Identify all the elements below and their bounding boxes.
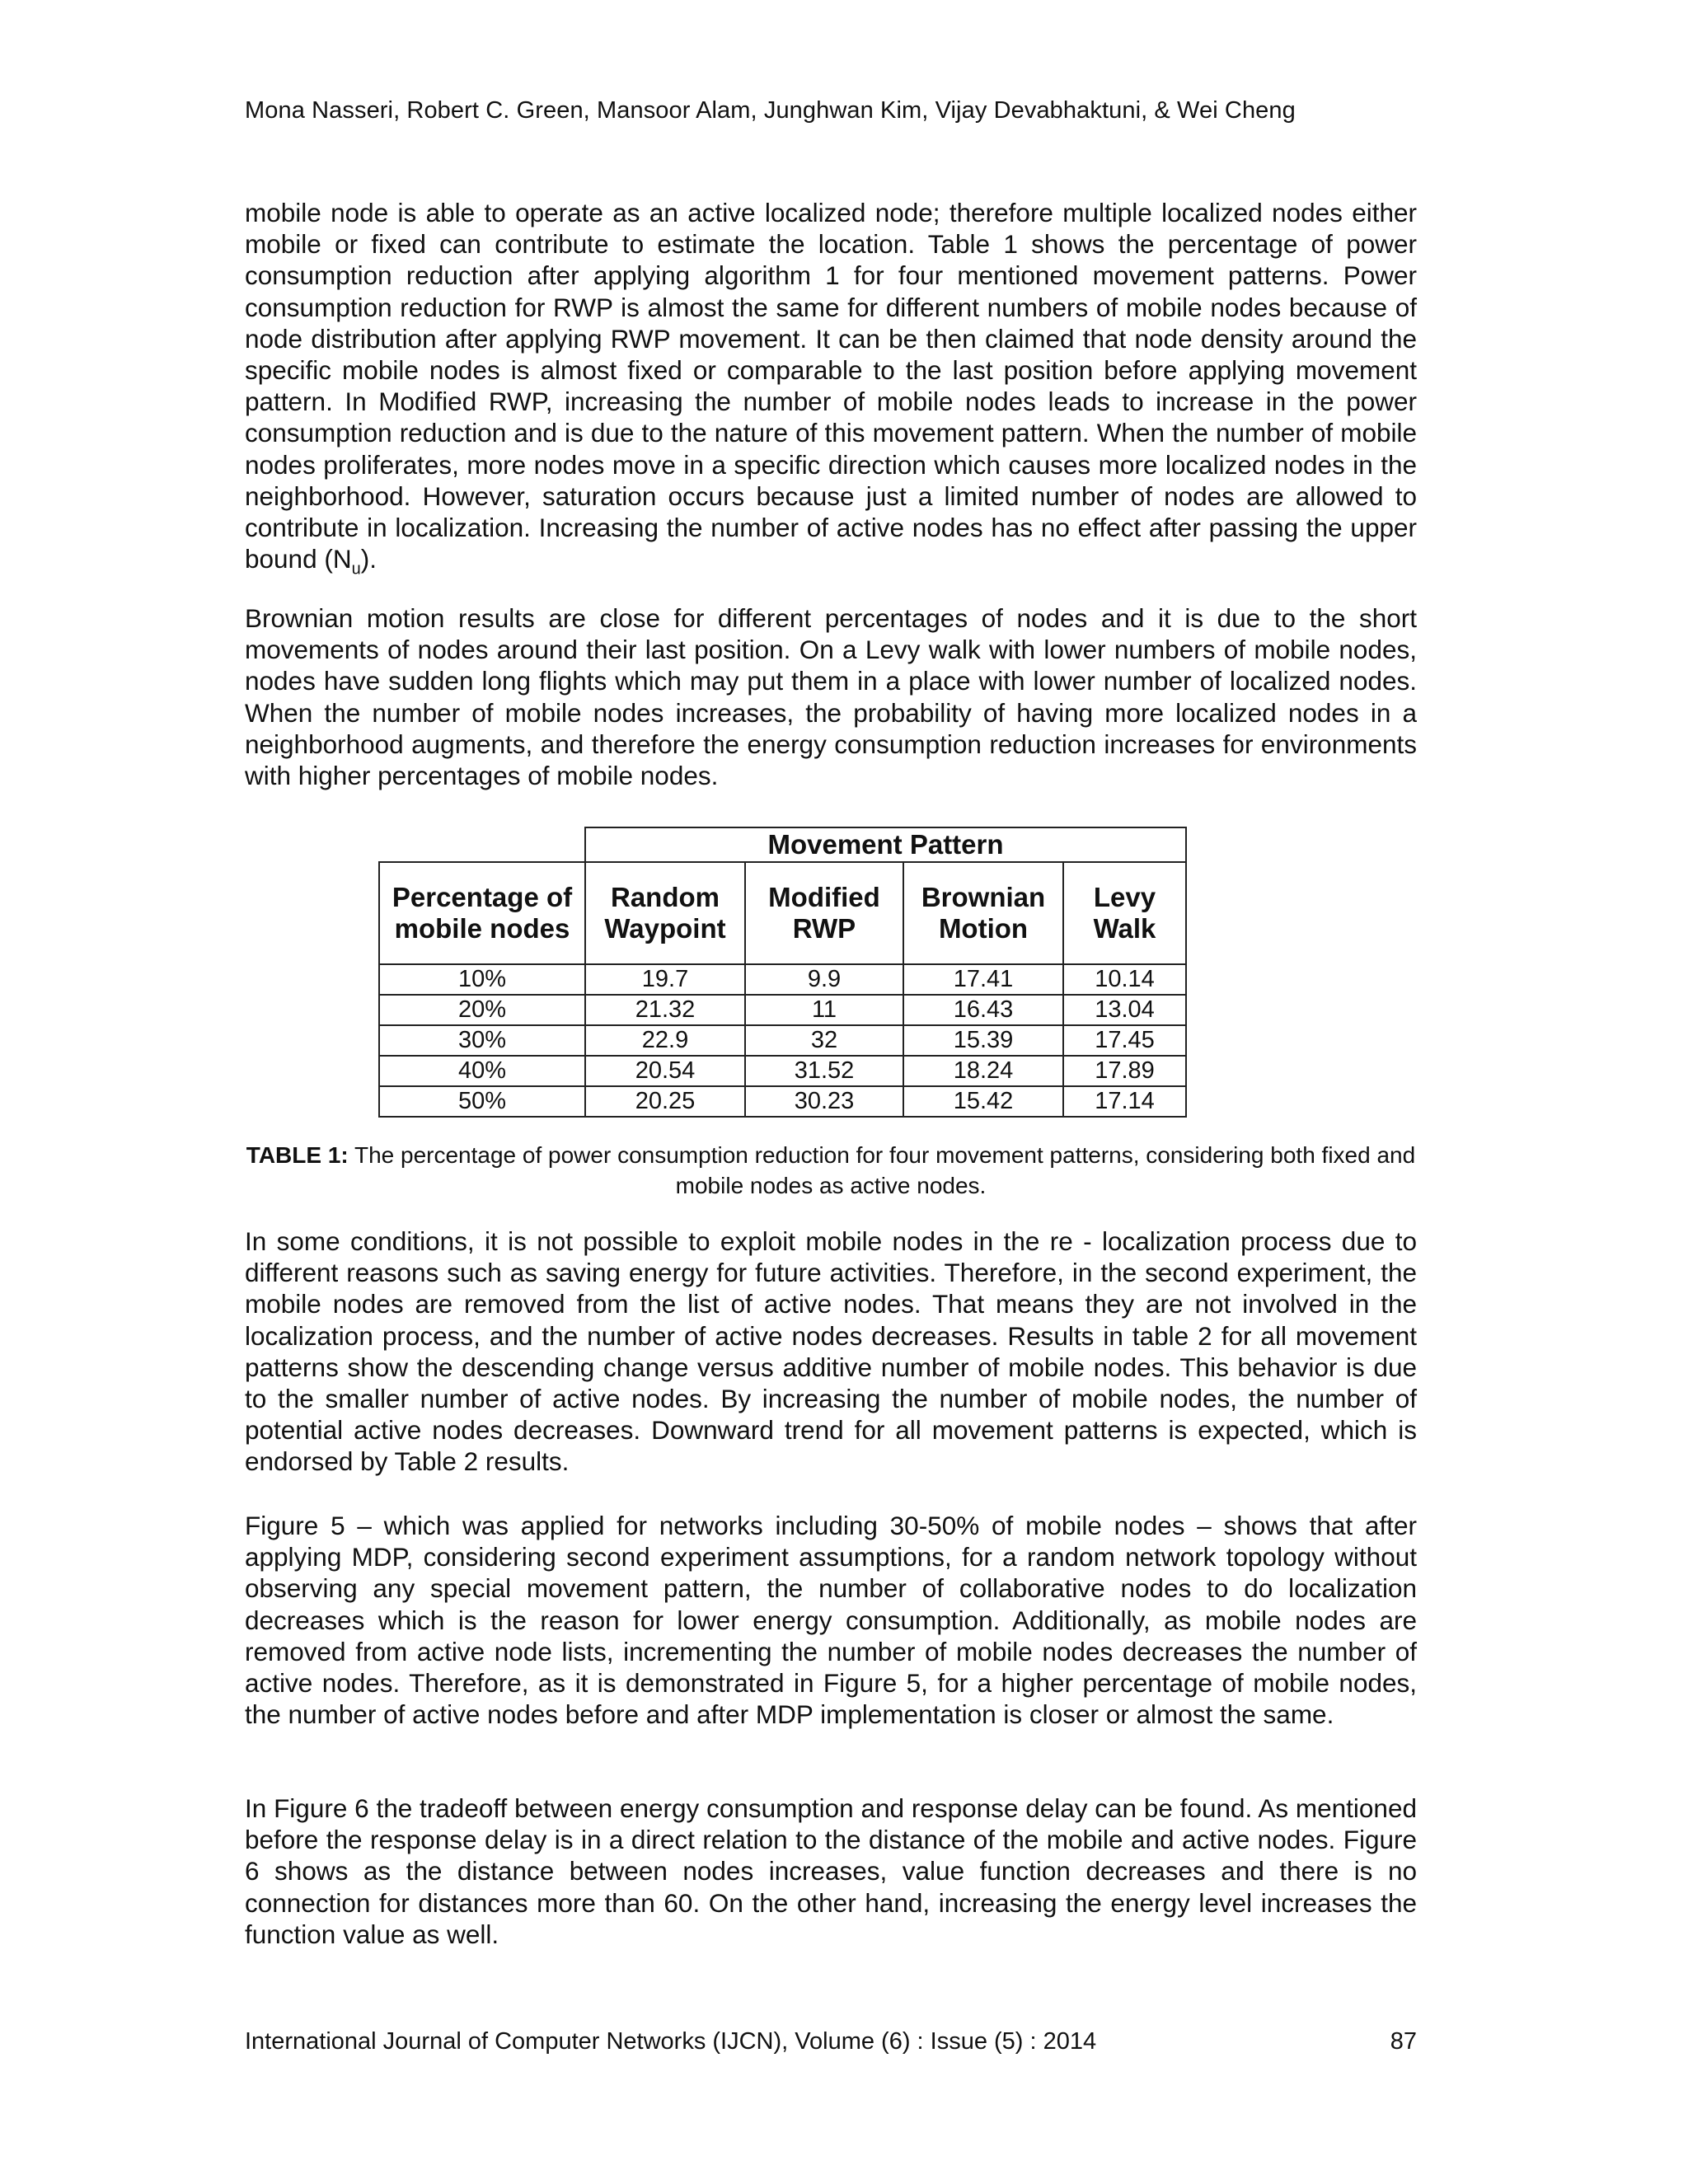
table-cell: 18.24 xyxy=(903,1056,1063,1086)
table-caption-label: TABLE 1: xyxy=(246,1142,349,1168)
paragraph-3: In some conditions, it is not possible to exploit mobile nodes in the re - localization process due to different reasons such as saving energy for future activities. Therefore, in the second experiment, the mobile nodes are removed from the list of active nodes. That means they are not involved in the localization process, and the number of active nodes decreases. Results in table 2 for all movement patterns show the descending change versus additive number of mobile nodes. This behavior is due to the smaller number of active nodes. By increasing the number of mobile nodes, the number of potential active nodes decreases. Downward trend for all movement patterns is expected, which is endorsed by Table 2 results. xyxy=(245,1226,1417,1477)
paragraph-1-text: mobile node is able to operate as an active localized node; therefore multiple localized nodes either mobile or fixed can contribute to estimate the location. Table 1 shows the percentage of power consumption reduction after applying algorithm 1 for four mentioned movement patterns. Power consumption reduction for RWP is almost the same for different numbers of mobile nodes because of node distribution after applying RWP movement. It can be then claimed that node density around the specific mobile nodes is almost fixed or comparable to the last position before applying movement pattern. In Modified RWP, increasing the number of mobile nodes leads to increase in the power consumption reduction and is due to the nature of this movement pattern. When the number of mobile nodes proliferates, more nodes move in a specific direction which causes more localized nodes in the neighborhood. However, saturation occurs because just a limited number of nodes are allowed to contribute in localization. Increasing the number of active nodes has no effect after passing the upper bound (N xyxy=(245,198,1417,574)
table-cell: 32 xyxy=(745,1025,903,1056)
table-cell: 15.42 xyxy=(903,1086,1063,1117)
table-row xyxy=(379,995,1186,1025)
table-cell: 10% xyxy=(379,964,585,995)
table-cell: 19.7 xyxy=(585,964,745,995)
table-corner-blank xyxy=(379,827,585,862)
table-cell: 20.25 xyxy=(585,1086,745,1117)
column-header: Random Waypoint xyxy=(585,862,745,964)
paragraph-4: Figure 5 – which was applied for networks including 30-50% of mobile nodes – shows that after applying MDP, considering second experiment assumptions, for a random network topology without observing any special movement pattern, the number of collaborative nodes to do localization decreases which is the reason for lower energy consumption. Additionally, as mobile nodes are removed from active node lists, incrementing the number of mobile nodes decreases the number of active nodes. Therefore, as it is demonstrated in Figure 5, for a higher percentage of mobile nodes, the number of active nodes before and after MDP implementation is closer or almost the same. xyxy=(245,1511,1417,1730)
table-cell: 30% xyxy=(379,1025,585,1056)
table-cell: 17.41 xyxy=(903,964,1063,995)
row-header-percentage: Percentage of mobile nodes xyxy=(379,862,585,964)
table-cell: 9.9 xyxy=(745,964,903,995)
results-table xyxy=(378,827,1187,1118)
page-number: 87 xyxy=(1390,2028,1417,2055)
column-header: Brownian Motion xyxy=(903,862,1063,964)
table-cell: 20.54 xyxy=(585,1056,745,1086)
table-cell: 21.32 xyxy=(585,995,745,1025)
column-header: Modified RWP xyxy=(745,862,903,964)
table-group-header-row xyxy=(379,827,1186,862)
table-row xyxy=(379,964,1186,995)
paragraph-1 xyxy=(245,197,1417,585)
table-cell: 31.52 xyxy=(745,1056,903,1086)
movement-pattern-header: Movement Pattern xyxy=(585,827,1186,862)
table-cell: 22.9 xyxy=(585,1025,745,1056)
table-cell: 20% xyxy=(379,995,585,1025)
table-row xyxy=(379,1025,1186,1056)
table-cell: 17.89 xyxy=(1063,1056,1186,1086)
table-column-header-row xyxy=(379,862,1186,964)
paragraph-2: Brownian motion results are close for different percentages of nodes and it is due to the short movements of nodes around their last position. On a Levy walk with lower numbers of mobile nodes, nodes have sudden long flights which may put them in a place with lower number of localized nodes. When the number of mobile nodes increases, the probability of having more localized nodes in a neighborhood augments, and therefore the energy consumption reduction increases for environments with higher percentages of mobile nodes. xyxy=(245,603,1417,791)
column-header: Levy Walk xyxy=(1063,862,1186,964)
table-caption xyxy=(245,1140,1417,1201)
table-caption-text: The percentage of power consumption reduction for four movement patterns, considering both fixed and mobile nodes as active nodes. xyxy=(348,1142,1416,1198)
table-row xyxy=(379,1056,1186,1086)
table-cell: 17.14 xyxy=(1063,1086,1186,1117)
table-cell: 17.45 xyxy=(1063,1025,1186,1056)
running-header: Mona Nasseri, Robert C. Green, Mansoor Alam, Junghwan Kim, Vijay Devabhaktuni, & Wei Cheng xyxy=(245,97,1296,124)
journal-citation: International Journal of Computer Networks (IJCN), Volume (6) : Issue (5) : 2014 xyxy=(245,2028,1097,2055)
subscript-u: u xyxy=(351,560,361,579)
table-cell: 11 xyxy=(745,995,903,1025)
table-cell: 15.39 xyxy=(903,1025,1063,1056)
table-cell: 40% xyxy=(379,1056,585,1086)
table-row xyxy=(379,1086,1186,1117)
table-cell: 13.04 xyxy=(1063,995,1186,1025)
table-cell: 16.43 xyxy=(903,995,1063,1025)
table-cell: 10.14 xyxy=(1063,964,1186,995)
paragraph-1-end: ). xyxy=(360,544,377,574)
table-cell: 50% xyxy=(379,1086,585,1117)
table-cell: 30.23 xyxy=(745,1086,903,1117)
paragraph-5: In Figure 6 the tradeoff between energy consumption and response delay can be found. As mentioned before the response delay is in a direct relation to the distance of the mobile and active nodes. Figure 6 shows as the distance between nodes increases, value function decreases and there is no connection for distances more than 60. On the other hand, increasing the energy level increases the function value as well. xyxy=(245,1793,1417,1949)
